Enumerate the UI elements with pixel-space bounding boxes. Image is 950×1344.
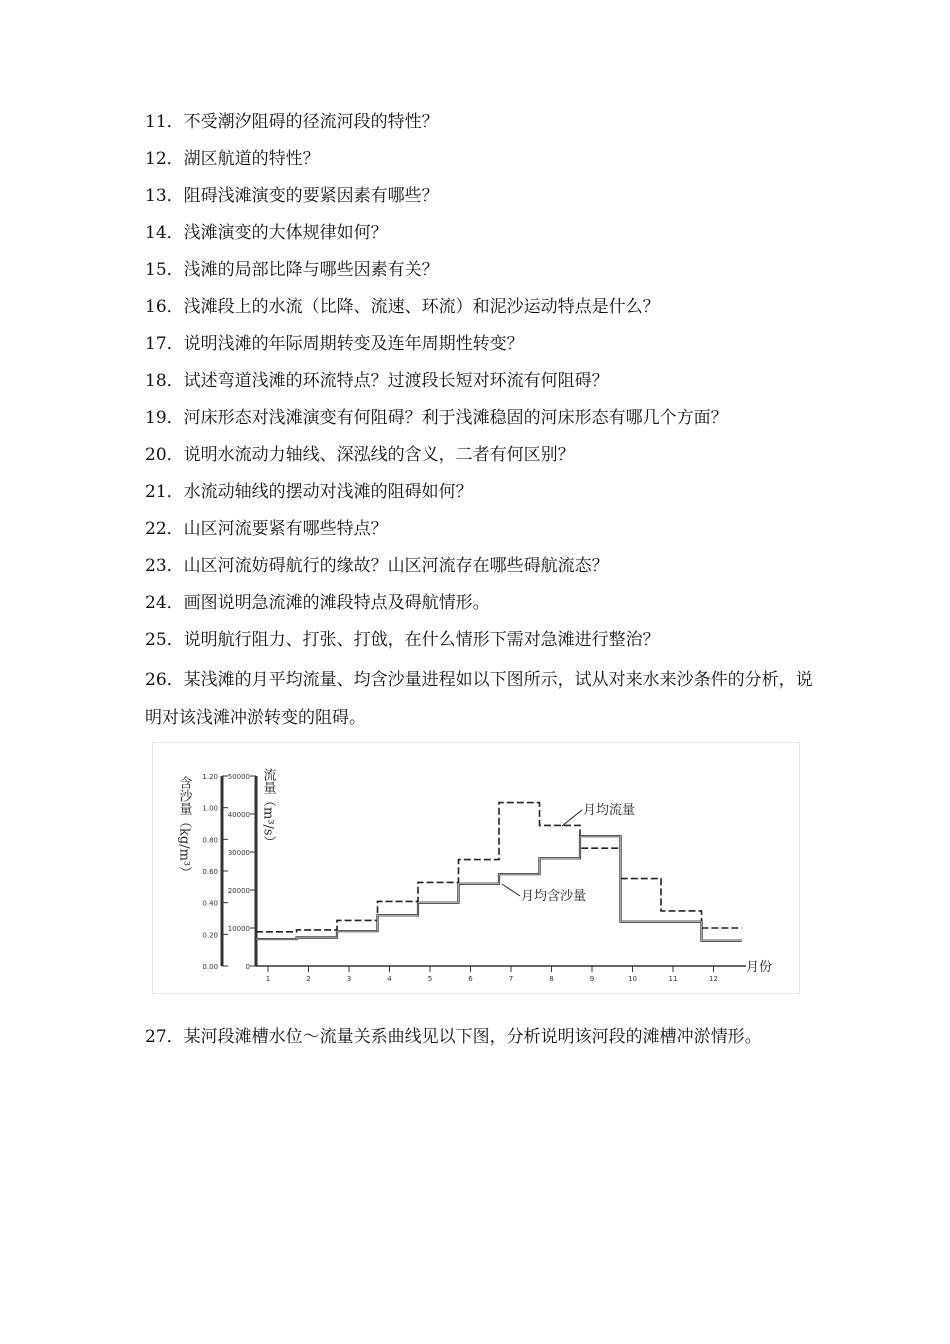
question-27: 27．某河段滩槽水位～流量关系曲线见以下图，分析说明该河段的滩槽冲淤情形。 (145, 1027, 762, 1047)
x-tick-label: 4 (387, 975, 392, 983)
x-axis-label: 月份 (746, 960, 773, 975)
question-21: 21．水流动轴线的摆动对浅滩的阻碍如何？ (145, 482, 473, 502)
question-15: 15．浅滩的局部比降与哪些因素有关？ (145, 260, 439, 280)
question-17: 17．说明浅滩的年际周期转变及连年周期性转变？ (145, 334, 524, 354)
question-18: 18．试述弯道浅滩的环流特点？过渡段长短对环流有何阻碍？ (145, 371, 609, 391)
question-11: 11．不受潮汐阻碍的径流河段的特性？ (145, 112, 439, 132)
x-tick-label: 12 (709, 975, 718, 983)
question-24: 24．画图说明急流滩的滩段特点及碍航情形。 (145, 593, 490, 613)
question-16: 16．浅滩段上的水流（比降、流速、环流）和泥沙运动特点是什么？ (145, 297, 660, 317)
x-tick-label: 5 (427, 975, 433, 983)
x-tick-label: 10 (628, 975, 637, 983)
question-22: 22．山区河流要紧有哪些特点？ (145, 519, 388, 539)
flow-sediment-chart (152, 742, 800, 994)
x-tick-label: 9 (589, 975, 595, 983)
annotation-sediment: 月均含沙量 (521, 889, 587, 904)
left-tick-label: 0.60 (202, 868, 218, 876)
x-tick-label: 3 (346, 975, 352, 983)
right-tick-label: 10000 (227, 925, 250, 933)
right-tick-label: 20000 (227, 887, 250, 895)
x-tick-label: 8 (549, 975, 554, 983)
right-tick-label: 0 (245, 963, 250, 971)
question-25: 25．说明航行阻力、打张、打戗，在什么情形下需对急滩进行整治？ (145, 630, 660, 650)
x-tick-label: 11 (668, 975, 678, 983)
left-axis-label: 含沙量（kg/m³） (176, 776, 192, 880)
left-tick-label: 0.20 (202, 931, 218, 940)
x-tick-label: 7 (508, 975, 514, 983)
left-tick-label: 1.00 (202, 804, 218, 813)
x-tick-label: 6 (468, 975, 473, 983)
x-tick-label: 1 (265, 975, 271, 983)
right-tick-label: 30000 (227, 849, 250, 857)
left-tick-label: 0.40 (202, 899, 218, 908)
question-13: 13．阻碍浅滩演变的要紧因素有哪些？ (145, 186, 439, 206)
x-tick-label: 2 (306, 975, 311, 983)
question-23: 23．山区河流妨碍航行的缘故？山区河流存在哪些碍航流态？ (145, 556, 609, 576)
left-tick-label: 0.80 (202, 836, 218, 845)
annotation-flow: 月均流量 (583, 803, 636, 818)
question-19: 19．河床形态对浅滩演变有何阻碍？利于浅滩稳固的河床形态有哪几个方面？ (145, 408, 728, 428)
question-14: 14．浅滩演变的大体规律如何？ (145, 223, 388, 243)
right-tick-label: 50000 (227, 773, 250, 781)
left-tick-label: 0.00 (202, 963, 218, 971)
question-12: 12．湖区航道的特性？ (145, 149, 320, 169)
chart-svg (152, 742, 800, 994)
question-26: 26．某浅滩的月平均流量、均含沙量进程如以下图所示，试从对来水来沙条件的分析，说明对该浅滩冲淤转变的阻碍。 (145, 670, 813, 728)
right-tick-label: 40000 (227, 811, 250, 819)
right-axis-label: 流量（m³/s） (260, 768, 276, 849)
left-tick-label: 1.20 (202, 773, 218, 781)
question-20: 20．说明水流动力轴线、深泓线的含义，二者有何区别？ (145, 445, 575, 465)
